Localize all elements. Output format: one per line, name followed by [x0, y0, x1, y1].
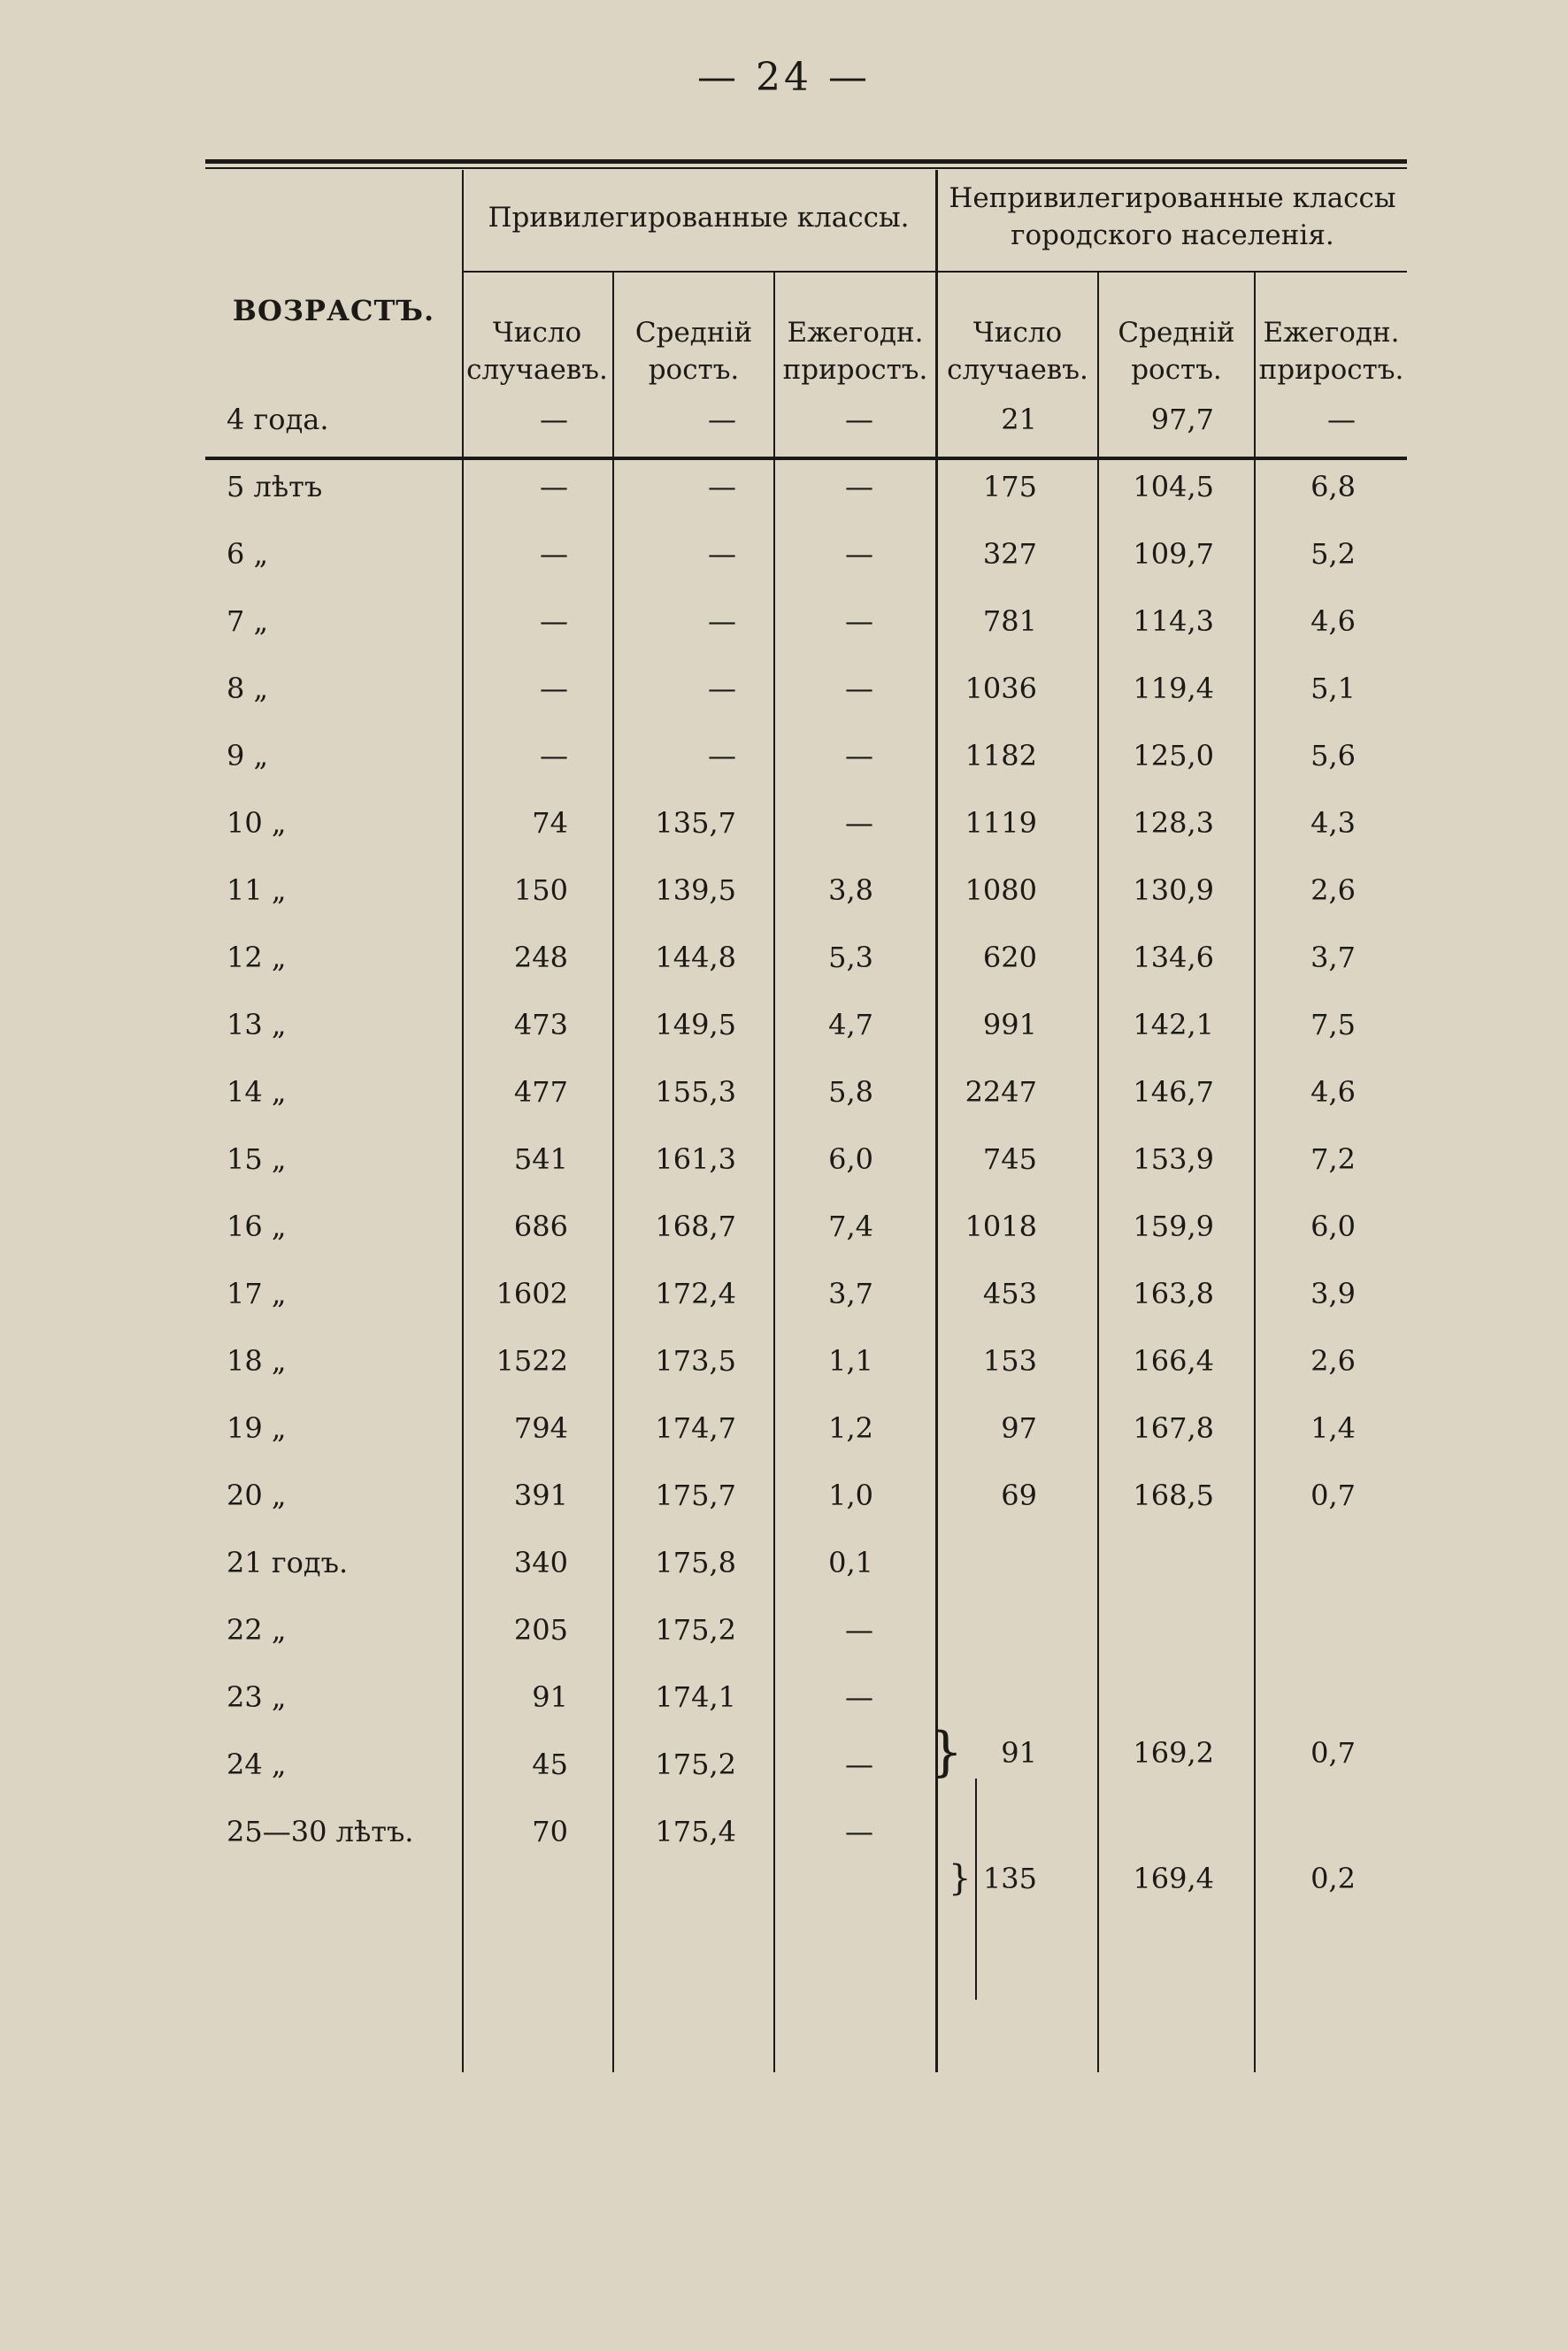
header-priv-height-line2: ростъ.: [648, 353, 740, 386]
value-cell-c2: 174,1: [655, 1680, 736, 1714]
age-cell: 4 года.: [227, 403, 329, 436]
age-cell: 19 „: [227, 1411, 287, 1445]
table-row: [205, 789, 1407, 857]
merged-b-count: 135: [982, 1862, 1037, 1895]
age-cell: 8 „: [227, 672, 269, 705]
value-cell-c3: 5,8: [828, 1075, 873, 1109]
age-cell: 12 „: [227, 941, 287, 974]
value-cell-c3: —: [845, 1815, 873, 1848]
value-cell-c3: —: [845, 604, 873, 638]
header-unpriv-growth-line2: приростъ.: [1258, 353, 1404, 386]
value-cell-c6: 3,9: [1311, 1277, 1356, 1310]
value-cell-c1: —: [540, 403, 568, 436]
table-row: [205, 722, 1407, 789]
value-cell-c6: [1241, 1596, 1356, 1663]
value-cell-c2: —: [708, 739, 736, 772]
value-cell-c4: 175: [982, 470, 1037, 503]
value-cell-c1: 91: [532, 1680, 568, 1714]
value-cell-c5: 142,1: [1133, 1008, 1214, 1041]
value-cell-c5: 130,9: [1133, 873, 1214, 907]
age-cell: 24 „: [227, 1748, 287, 1781]
value-cell-c4: 620: [982, 941, 1037, 974]
value-cell-c2: 139,5: [655, 873, 736, 907]
value-cell-c2: 144,8: [655, 941, 736, 974]
privileged-header: Привилегированные классы.: [488, 202, 910, 234]
value-cell-c4: 153: [982, 1344, 1037, 1378]
value-cell-c4: 97: [1001, 1411, 1037, 1445]
table-row: [205, 386, 1407, 453]
value-cell-c3: —: [845, 1748, 873, 1781]
value-cell-c6: 7,2: [1311, 1142, 1356, 1176]
value-cell-c2: —: [708, 604, 736, 638]
value-cell-c2: 175,4: [655, 1815, 736, 1848]
page-number: — 24 —: [697, 55, 871, 100]
value-cell-c4: [940, 1529, 1037, 1596]
value-cell-c1: 1522: [496, 1344, 568, 1378]
value-cell-c6: 0,7: [1311, 1479, 1356, 1512]
value-cell-c6: 6,0: [1311, 1210, 1356, 1243]
value-cell-c2: —: [708, 537, 736, 571]
value-cell-c2: 168,7: [655, 1210, 736, 1243]
value-cell-c4: 327: [982, 537, 1037, 571]
value-cell-c4: 781: [982, 604, 1037, 638]
value-cell-c6: 7,5: [1311, 1008, 1356, 1041]
table-row: [205, 1663, 1407, 1731]
value-cell-c5: 97,7: [1150, 403, 1214, 436]
value-cell-c2: —: [708, 470, 736, 503]
age-cell: 23 „: [227, 1680, 287, 1714]
age-cell: 10 „: [227, 806, 287, 840]
value-cell-c1: 340: [513, 1546, 568, 1579]
value-cell-c5: 109,7: [1133, 537, 1214, 571]
value-cell-c4: 1080: [965, 873, 1037, 907]
value-cell-c5: 134,6: [1133, 941, 1214, 974]
table-row: [205, 1596, 1407, 1663]
value-cell-c6: [1241, 1529, 1356, 1596]
value-cell-c3: 1,1: [828, 1344, 873, 1378]
age-cell: 9 „: [227, 739, 269, 772]
value-cell-c3: —: [845, 1613, 873, 1647]
value-cell-c1: 686: [513, 1210, 568, 1243]
header-priv-growth-line2: приростъ.: [782, 353, 928, 386]
header-priv-height-line1: Средній: [634, 317, 753, 349]
table-row: [205, 520, 1407, 588]
age-cell: 15 „: [227, 1142, 287, 1176]
header-priv-growth-line1: Ежегодн.: [787, 317, 924, 349]
value-cell-c3: —: [845, 470, 873, 503]
header-priv-count-line1: Число: [492, 317, 582, 349]
value-cell-c4: 1119: [965, 806, 1037, 840]
table-row: [205, 453, 1407, 520]
age-header: ВОЗРАСТЪ.: [232, 294, 435, 327]
value-cell-c4: 1036: [965, 672, 1037, 705]
value-cell-c5: 104,5: [1133, 470, 1214, 503]
value-cell-c3: 0,1: [828, 1546, 873, 1579]
header-unpriv-height-line2: ростъ.: [1131, 353, 1222, 386]
value-cell-c5: 114,3: [1133, 604, 1214, 638]
value-cell-c2: 175,2: [655, 1613, 736, 1647]
value-cell-c4: 69: [1001, 1479, 1037, 1512]
value-cell-c6: 5,6: [1311, 739, 1356, 772]
value-cell-c5: [1090, 1529, 1214, 1596]
value-cell-c2: 149,5: [655, 1008, 736, 1041]
table-row: [205, 857, 1407, 924]
value-cell-c3: —: [845, 806, 873, 840]
merged-a-count: 91: [1001, 1736, 1037, 1770]
table-top-rule: [205, 159, 1407, 164]
value-cell-c6: —: [1327, 403, 1356, 436]
header-priv-height: [614, 315, 773, 389]
value-cell-c3: 5,3: [828, 941, 873, 974]
value-cell-c5: 168,5: [1133, 1479, 1214, 1512]
value-cell-c6: 6,8: [1311, 470, 1356, 503]
value-cell-c1: —: [540, 739, 568, 772]
value-cell-c3: 7,4: [828, 1210, 873, 1243]
table-top-rule-thin: [205, 167, 1407, 169]
value-cell-c1: 794: [513, 1411, 568, 1445]
value-cell-c3: —: [845, 537, 873, 571]
age-cell: 7 „: [227, 604, 269, 638]
value-cell-c1: 150: [513, 873, 568, 907]
value-cell-c3: —: [845, 739, 873, 772]
header-unpriv-count-line2: случаевъ.: [947, 353, 1088, 386]
value-cell-c4: 21: [1001, 403, 1037, 436]
table-row: [205, 1529, 1407, 1596]
value-cell-c2: —: [708, 403, 736, 436]
value-cell-c3: 3,8: [828, 873, 873, 907]
table-row: [205, 1798, 1407, 1865]
value-cell-c1: —: [540, 470, 568, 503]
header-unpriv-height: [1099, 315, 1254, 389]
value-cell-c1: 45: [532, 1748, 568, 1781]
value-cell-c5: 153,9: [1133, 1142, 1214, 1176]
value-cell-c1: 541: [513, 1142, 568, 1176]
value-cell-c1: 1602: [496, 1277, 568, 1310]
age-cell: 22 „: [227, 1613, 287, 1647]
table-row: [205, 1462, 1407, 1529]
value-cell-c2: 135,7: [655, 806, 736, 840]
brace-right-icon: }: [949, 1858, 972, 1899]
value-cell-c5: 128,3: [1133, 806, 1214, 840]
value-cell-c5: 167,8: [1133, 1411, 1214, 1445]
value-cell-c2: 175,8: [655, 1546, 736, 1579]
header-priv-growth: [775, 315, 935, 389]
value-cell-c1: 477: [513, 1075, 568, 1109]
value-cell-c3: —: [845, 403, 873, 436]
header-unpriv-growth-line1: Ежегодн.: [1263, 317, 1400, 349]
merged-a-growth: 0,7: [1311, 1736, 1356, 1770]
table-row: [205, 1260, 1407, 1327]
table-row: [205, 924, 1407, 991]
value-cell-c5: 146,7: [1133, 1075, 1214, 1109]
table-row: [205, 1731, 1407, 1798]
value-cell-c3: 1,0: [828, 1479, 873, 1512]
group-header-rule: [462, 271, 1407, 273]
table-row: [205, 588, 1407, 655]
table-row: [205, 655, 1407, 722]
table-row: [205, 1193, 1407, 1260]
header-priv-count: [462, 315, 612, 389]
table-row: [205, 1126, 1407, 1193]
value-cell-c2: 161,3: [655, 1142, 736, 1176]
merged-a-height: 169,2: [1133, 1736, 1214, 1770]
age-cell: 14 „: [227, 1075, 287, 1109]
table-row: [205, 1394, 1407, 1462]
value-cell-c6: 4,3: [1311, 806, 1356, 840]
value-cell-c4: 745: [982, 1142, 1037, 1176]
value-cell-c2: 172,4: [655, 1277, 736, 1310]
header-unpriv-count-line1: Число: [972, 317, 1063, 349]
age-cell: 5 лѣтъ: [227, 470, 323, 503]
value-cell-c5: [1090, 1596, 1214, 1663]
value-cell-c6: 2,6: [1311, 1344, 1356, 1378]
value-cell-c1: 74: [532, 806, 568, 840]
value-cell-c1: 248: [513, 941, 568, 974]
header-priv-count-line2: случаевъ.: [466, 353, 608, 386]
value-cell-c6: 3,7: [1311, 941, 1356, 974]
table-row: [205, 1058, 1407, 1126]
value-cell-c2: 155,3: [655, 1075, 736, 1109]
value-cell-c6: 5,2: [1311, 537, 1356, 571]
value-cell-c2: 175,2: [655, 1748, 736, 1781]
age-cell: 21 годъ.: [227, 1546, 349, 1579]
header-unpriv-height-line1: Средній: [1118, 317, 1235, 349]
value-cell-c4: [940, 1596, 1037, 1663]
value-cell-c1: 205: [513, 1613, 568, 1647]
value-cell-c3: 1,2: [828, 1411, 873, 1445]
value-cell-c5: 166,4: [1133, 1344, 1214, 1378]
table-row: [205, 1327, 1407, 1394]
value-cell-c1: —: [540, 604, 568, 638]
value-cell-c6: 1,4: [1311, 1411, 1356, 1445]
age-cell: 18 „: [227, 1344, 287, 1378]
value-cell-c2: 174,7: [655, 1411, 736, 1445]
value-cell-c3: 3,7: [828, 1277, 873, 1310]
value-cell-c6: 2,6: [1311, 873, 1356, 907]
value-cell-c2: 173,5: [655, 1344, 736, 1378]
value-cell-c4: 991: [982, 1008, 1037, 1041]
value-cell-c5: 159,9: [1133, 1210, 1214, 1243]
value-cell-c3: —: [845, 672, 873, 705]
value-cell-c1: —: [540, 672, 568, 705]
value-cell-c3: —: [845, 1680, 873, 1714]
value-cell-c5: 163,8: [1133, 1277, 1214, 1310]
value-cell-c5: 125,0: [1133, 739, 1214, 772]
value-cell-c2: 175,7: [655, 1479, 736, 1512]
header-unpriv-count: [938, 315, 1097, 389]
brace-left-icon: }: [929, 1721, 964, 1783]
age-cell: 11 „: [227, 873, 287, 907]
value-cell-c1: 391: [513, 1479, 568, 1512]
header-unpriv-growth: [1256, 315, 1407, 389]
value-cell-c3: 6,0: [828, 1142, 873, 1176]
value-cell-c4: 453: [982, 1277, 1037, 1310]
unprivileged-header-line2: городского населенія.: [1011, 219, 1334, 251]
value-cell-c6: 4,6: [1311, 604, 1356, 638]
value-cell-c6: 5,1: [1311, 672, 1356, 705]
value-cell-c4: 1182: [965, 739, 1037, 772]
value-cell-c1: —: [540, 537, 568, 571]
value-cell-c4: 2247: [965, 1075, 1037, 1109]
age-cell: 16 „: [227, 1210, 287, 1243]
merged-b-growth: 0,2: [1311, 1862, 1356, 1895]
value-cell-c6: 4,6: [1311, 1075, 1356, 1109]
value-cell-c1: 70: [532, 1815, 568, 1848]
value-cell-c5: 119,4: [1133, 672, 1214, 705]
unprivileged-header: [938, 181, 1407, 255]
value-cell-c4: 1018: [965, 1210, 1037, 1243]
value-cell-c1: 473: [513, 1008, 568, 1041]
age-cell: 13 „: [227, 1008, 287, 1041]
merged-b-height: 169,4: [1133, 1862, 1214, 1895]
age-cell: 20 „: [227, 1479, 287, 1512]
age-cell: 6 „: [227, 537, 269, 571]
unprivileged-header-line1: Непривилегированные классы: [949, 182, 1396, 214]
age-cell: 17 „: [227, 1277, 287, 1310]
value-cell-c3: 4,7: [828, 1008, 873, 1041]
age-cell: 25—30 лѣтъ.: [227, 1815, 414, 1848]
value-cell-c2: —: [708, 672, 736, 705]
table-row: [205, 991, 1407, 1058]
